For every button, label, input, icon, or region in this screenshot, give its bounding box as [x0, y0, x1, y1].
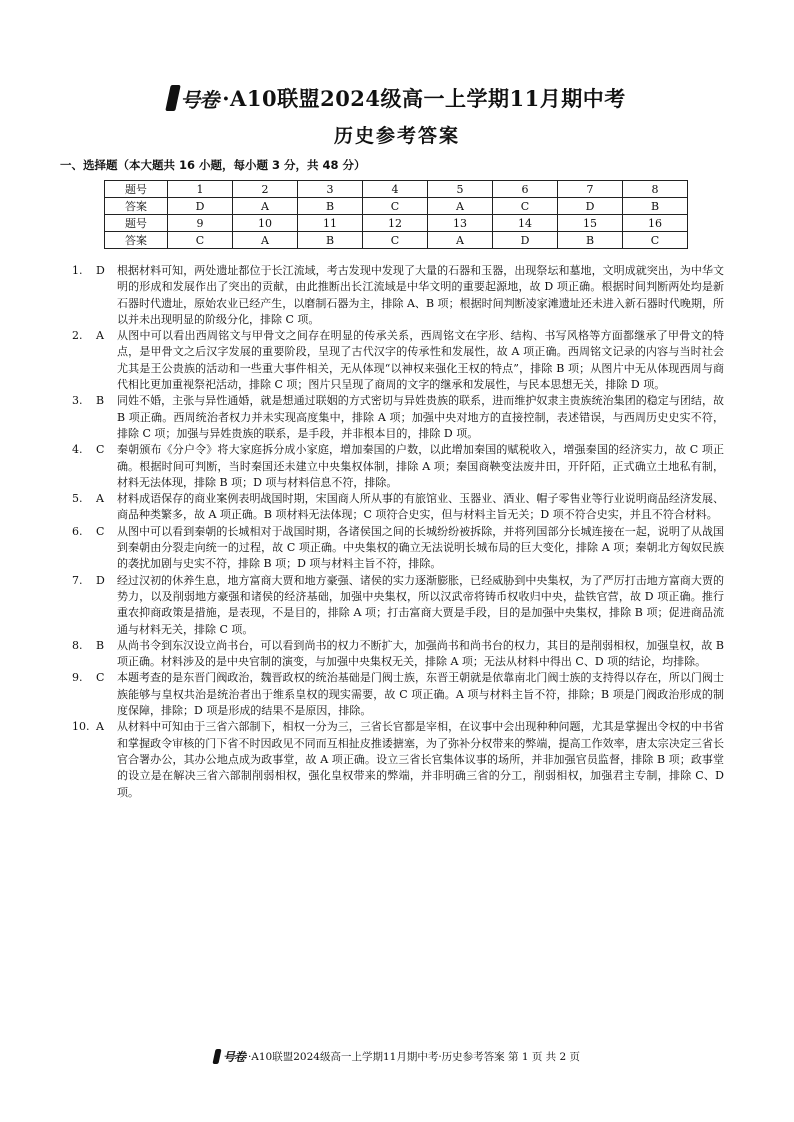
- answer-table-cell: C: [623, 232, 688, 249]
- brand-logo: [168, 84, 218, 113]
- answer-table-cell: 10: [233, 215, 298, 232]
- explanation-text: 从图中可以看出西周铭文与甲骨文之间存在明显的传承关系，西周铭文在字形、结构、书写风格等方面都继承了甲骨文的特点，是甲骨文之后汉字发展的重要阶段，呈现了古代汉字的传承性和发展性，故 A 项正确。西周铭文记录的内容与当时社会尤其是王公贵族的活动和一些重大事件相关，无从体现“以神权来强化王权的特点”，排除 B 项；从图片中无从体现西周与商代相比更加重视祭祀活动，排除 C 项；图片只呈现了商周的文字的继承和发展性，与民本思想无关，排除 D 项。: [117, 329, 724, 392]
- answer-table-cell: A: [428, 232, 493, 249]
- answer-table-cell: 11: [298, 215, 363, 232]
- page-subtitle: 历史参考答案: [333, 125, 460, 147]
- answer-table-row: [105, 181, 688, 198]
- explanation-text: 同姓不婚，主张与异性通婚，就是想通过联姻的方式密切与异姓贵族的联系，进而维护奴隶主贵族统治集团的稳定与团结，故 B 项正确。西周统治者权力并未实现高度集中，排除 A 项；加强中央对地方的直接控制，表述错误，与西周历史史实不符，排除 C 项；加强与异姓贵族的联系，是手段，并非根本目的，排除 D 项。: [117, 394, 724, 440]
- question-number: 10.: [72, 720, 90, 734]
- answer-table-row-header: 答案: [105, 232, 168, 249]
- answer-table-cell: 5: [428, 181, 493, 198]
- explanation-item: [72, 328, 724, 393]
- answer-table-row: [105, 232, 688, 249]
- question-number: 6.: [72, 524, 83, 538]
- footer-text: ·A10联盟2024级高一上学期11月期中考·历史参考答案 第 1 页 共 2 页: [247, 1051, 581, 1063]
- answer-table-cell: A: [233, 198, 298, 215]
- answer-key: C: [96, 524, 105, 538]
- explanation-text: 根据材料可知，两处遗址都位于长江流域，考古发现中发现了大量的石器和玉器，出现祭坛和墓地，文明成就突出，为中华文明的形成和发展作出了突出的贡献，由此推断出长江流域是中华文明的重要起源地，故 D 项正确。根据时间判断两处均是新石器时代遗址，原始农业已经产生，以磨制石器为主，排除 A、B 项；根据时间判断凌家滩遗址还未进入新石器时代晚期，所以并未出现明显的阶级分化，排除 C 项。: [117, 264, 724, 326]
- answer-table-cell: C: [363, 232, 428, 249]
- answer-table-cell: 9: [168, 215, 233, 232]
- answer-table-cell: 14: [493, 215, 558, 232]
- answer-table-cell: 7: [558, 181, 623, 198]
- question-number: 3.: [72, 394, 83, 408]
- page-footer: [0, 1048, 794, 1067]
- explanation-text: 从图中可以看到秦朝的长城相对于战国时期，各诸侯国之间的长城纷纷被拆除，并将列国部分长城连接在一起，说明了从战国到秦朝由分裂走向统一的过程，故 C 项正确。中央集权的确立无法说明长城布局的巨大变化，排除 A 项；秦朝北方匈奴民族的袭扰加剧与史实不符，排除 B 项；D 项与材料主旨不符，排除。: [117, 524, 724, 571]
- explanation-text: 材料成语保存的商业案例表明战国时期，宋国商人所从事的有旅馆业、玉器业、酒业、帽子零售业等行业说明商品经济发展、商品种类繁多，故 A 项正确。B 项材料无法体现；C 项符合史实，但与材料主旨无关；D 项不符合史实，并且不符合材料。: [117, 492, 724, 522]
- answer-table-cell: 16: [623, 215, 688, 232]
- answer-table-cell: 8: [623, 181, 688, 198]
- footer-brand-mark-icon: [212, 1049, 221, 1064]
- question-number: 5.: [72, 492, 83, 506]
- answer-table-cell: A: [233, 232, 298, 249]
- question-number: 4.: [72, 443, 83, 457]
- question-number: 2.: [72, 329, 83, 343]
- explanation-text: 从尚书令到东汉设立尚书台，可以看到尚书的权力不断扩大，加强尚书和尚书台的权力，其目的是削弱相权，加强皇权，故 B 项正确。材料涉及的是中央官制的演变，与加强中央集权无关，排除 A 项；无法从材料中得出 C、D 项的结论，均排除。: [117, 638, 724, 669]
- answer-table-cell: 6: [493, 181, 558, 198]
- question-number: 9.: [72, 671, 83, 685]
- answer-table-cell: 13: [428, 215, 493, 232]
- explanation-list: [72, 263, 724, 801]
- answer-key: B: [96, 394, 105, 408]
- explanation-item: [72, 442, 724, 491]
- answer-table-cell: D: [168, 198, 233, 215]
- explanation-text: 秦朝颁布《分户令》将大家庭拆分成小家庭，增加秦国的户数，以此增加秦国的赋税收入，增强秦国的经济实力，故 C 项正确。根据时间可判断，当时秦国还未建立中央集权体制，排除 A 项；秦国商鞅变法废井田，开阡陌，正式确立土地私有制，材料无法体现，排除 B 项；D 项与材料信息不符，排除。: [117, 443, 724, 489]
- section-heading: 一、选择题（本大题共 16 小题，每小题 3 分，共 48 分）: [60, 158, 366, 172]
- title-line: [0, 83, 794, 113]
- explanation-item: [72, 573, 724, 638]
- explanation-text: 从材料中可知由于三省六部制下，相权一分为三，三省长官都是宰相，在议事中会出现种种问题，尤其是掌握出令权的中书省和掌握政令审核的门下省不时因政见不同而互相扯皮推诿搪塞，为了弥补分权带来的弊端，提高工作效率，唐太宗决定三省长官合署办公，其办公地点成为政事堂，故 A 项正确。设立三省长官集体议事的场所，并非加强官员监督，排除 B 项；政事堂的设立是在解决三省六部制削弱相权，强化皇权带来的弊端，并非明确三省的分工，削弱相权，加强君主专制，排除 C、D 项。: [117, 720, 724, 799]
- answer-table-cell: B: [298, 232, 363, 249]
- answer-table-row: [105, 215, 688, 232]
- answer-key: A: [96, 720, 104, 734]
- explanation-item: [72, 719, 724, 800]
- explanation-item: [72, 491, 724, 524]
- question-number: 8.: [72, 638, 83, 652]
- answer-table-row-header: 题号: [105, 181, 168, 198]
- explanation-item: [72, 524, 724, 573]
- answer-table-cell: 2: [233, 181, 298, 198]
- answer-key: D: [96, 264, 105, 277]
- explanation-text: 本题考查的是东晋门阀政治，魏晋政权的统治基础是门阀士族，东晋王朝就是依靠南北门阀士族的支持得以存在，所以门阀士族能够与皇权共治是统治者出于维系皇权的现实需要，故 C 项正确。A 项与材料主旨不符，排除；B 项是门阀政治形成的制度保障，排除；D 项是形成的结果不是原因，排除。: [117, 671, 724, 718]
- answer-table-cell: 4: [363, 181, 428, 198]
- answer-table-cell: D: [493, 232, 558, 249]
- document-header: [0, 83, 794, 148]
- answer-key: D: [96, 573, 105, 587]
- answer-table-cell: A: [428, 198, 493, 215]
- answer-table-cell: C: [168, 232, 233, 249]
- answer-table-cell: 1: [168, 181, 233, 198]
- question-number: 1.: [72, 264, 83, 277]
- answer-table: [104, 180, 688, 249]
- answer-table-cell: C: [493, 198, 558, 215]
- answer-table-cell: B: [558, 232, 623, 249]
- answer-key: A: [96, 329, 104, 343]
- page-title: ·A10联盟2024级高一上学期11月期中考: [222, 86, 626, 111]
- answer-table-row-header: 题号: [105, 215, 168, 232]
- answer-table-row-header: 答案: [105, 198, 168, 215]
- answer-key: C: [96, 443, 105, 457]
- answer-table-cell: 12: [363, 215, 428, 232]
- answer-table-cell: 3: [298, 181, 363, 198]
- explanation-item: [72, 393, 724, 442]
- footer-brand-name: 号卷: [222, 1050, 245, 1064]
- answer-table-cell: 15: [558, 215, 623, 232]
- answer-table-cell: B: [298, 198, 363, 215]
- answer-table-row: [105, 198, 688, 215]
- answer-key: A: [96, 492, 104, 506]
- answer-table-cell: B: [623, 198, 688, 215]
- answer-key: C: [96, 671, 105, 685]
- brand-name: 号卷: [180, 87, 219, 112]
- answer-table-cell: C: [363, 198, 428, 215]
- explanation-item: [72, 263, 724, 328]
- explanation-text: 经过汉初的休养生息，地方富商大贾和地方豪强、诸侯的实力逐渐膨胀，已经威胁到中央集权，为了严厉打击地方富商大贾的势力，以及削弱地方豪强和诸侯的经济基础，加强中央集权，所以汉武帝将铸币权收归中央，盐铁官营，故 D 项正确。推行重农抑商政策是措施，是表现，不是目的，排除 A 项；打击富商大贾是手段，目的是加强中央集权，排除 B 项；促进商品流通与材料无关，排除 C 项。: [117, 573, 724, 636]
- answer-key: B: [96, 638, 105, 652]
- question-number: 7.: [72, 573, 83, 587]
- explanation-item: [72, 670, 724, 719]
- explanation-item: [72, 638, 724, 671]
- answer-table-cell: D: [558, 198, 623, 215]
- brand-mark-icon: [165, 85, 181, 111]
